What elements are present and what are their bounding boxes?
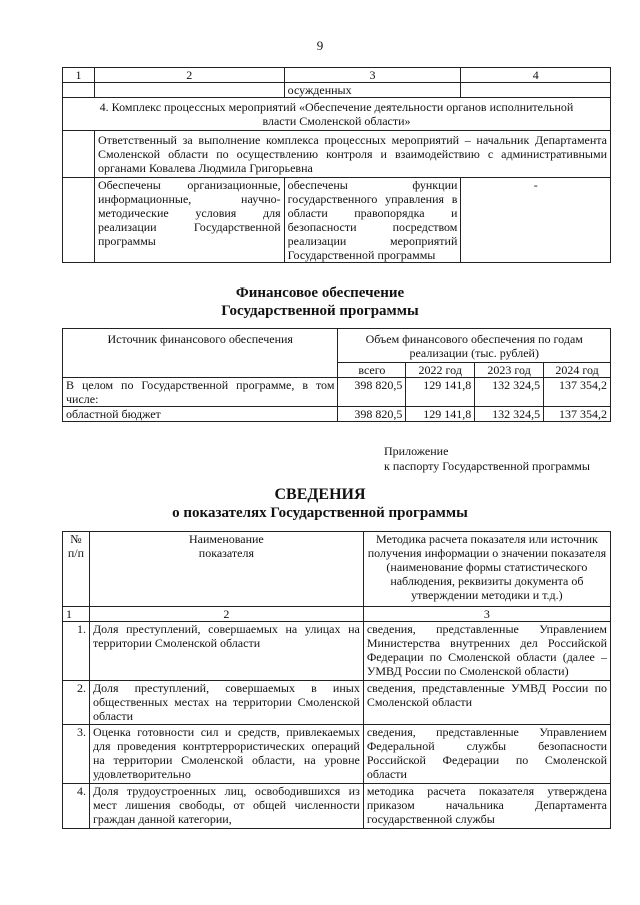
value-total: 398 820,5 xyxy=(338,378,406,407)
value-total: 398 820,5 xyxy=(338,407,406,422)
finance-subtitle: Государственной программы xyxy=(221,303,419,319)
row-number: 2. xyxy=(63,681,90,725)
table-row xyxy=(63,178,611,263)
page-number: 9 xyxy=(316,38,324,53)
method-header: Методика расчета показателя или источник получения информации о значении показателя (наименование формы статистического наблюдения, реквизиты документа об утверждении методики и т.д.) xyxy=(363,532,610,607)
indicators-table xyxy=(62,531,611,829)
value-2022: 129 141,8 xyxy=(406,407,475,422)
link-cell: - xyxy=(461,178,611,263)
col-number-4: 4 xyxy=(461,68,611,83)
indicator-name: Доля преступлений, совершаемых на улицах на территории Смоленской области xyxy=(89,622,363,681)
indicator-method: методика расчета показателя утверждена приказом начальника Департамента государственной службы xyxy=(363,784,610,829)
svedenia-subtitle: о показателях Государственной программы xyxy=(172,505,468,521)
indicator-name: Доля трудоустроенных лиц, освободившихся из мест лишения свободы, от общей численности граждан данной категории, xyxy=(89,784,363,829)
table-row xyxy=(63,83,611,98)
svedenia-title: СВЕДЕНИЯ xyxy=(274,486,366,503)
table-header-row xyxy=(63,68,611,83)
row-number: 1. xyxy=(63,622,90,681)
row-number: 4. xyxy=(63,784,90,829)
col-number-2: 2 xyxy=(89,607,363,622)
appendix-line1: Приложение xyxy=(384,444,449,458)
indicator-method: сведения, представленные Управлением Министерства внутренних дел Российской Федерации по Смоленской области (далее – УМВД России по Смоленской области) xyxy=(363,622,610,681)
value-2024: 137 354,2 xyxy=(544,407,611,422)
col-number-3: 3 xyxy=(363,607,610,622)
num-header: № п/п xyxy=(63,532,90,607)
year-total: всего xyxy=(338,363,406,378)
row-number: 3. xyxy=(63,725,90,784)
table-row xyxy=(63,622,611,681)
section-title: 4. Комплекс процессных мероприятий «Обеспечение деятельности органов исполнительной власти Смоленской области» xyxy=(63,98,611,131)
value-2023: 132 324,5 xyxy=(475,378,544,407)
year-2024: 2024 год xyxy=(544,363,611,378)
value-2022: 129 141,8 xyxy=(406,378,475,407)
table-row xyxy=(63,407,611,422)
table-row xyxy=(63,681,611,725)
volume-header: Объем финансового обеспечения по годам реализации (тыс. рублей) xyxy=(338,329,611,363)
appendix-line2: к паспорту Государственной программы xyxy=(384,459,590,473)
value-2023: 132 324,5 xyxy=(475,407,544,422)
measures-table xyxy=(62,67,611,263)
table-row xyxy=(63,784,611,829)
row-label: В целом по Государственной программе, в том числе: xyxy=(63,378,338,407)
row-label: областной бюджет xyxy=(63,407,338,422)
indicator-method: сведения, представленные Управлением Федеральной службы безопасности Российской Федерации по Смоленской области xyxy=(363,725,610,784)
col-number-1: 1 xyxy=(63,68,95,83)
table-row xyxy=(63,725,611,784)
indicator-name: Оценка готовности сил и средств, привлекаемых для проведения контртеррористических операций на территории Смоленской области, на уровне удовлетворительно xyxy=(89,725,363,784)
col-number-2: 2 xyxy=(94,68,284,83)
col-number-3: 3 xyxy=(284,68,461,83)
indicator-method: сведения, представленные УМВД России по Смоленской области xyxy=(363,681,610,725)
appendix-note xyxy=(384,444,590,474)
continued-text: осужденных xyxy=(284,83,461,98)
name-header: Наименование показателя xyxy=(89,532,363,607)
task-cell: Обеспечены организационные, информационные, научно-методические условия для реализации Государственной программы xyxy=(94,178,284,263)
value-2024: 137 354,2 xyxy=(544,378,611,407)
col-number-1: 1 xyxy=(63,607,90,622)
table-row xyxy=(63,378,611,407)
responsible-person: Ответственный за выполнение комплекса процессных мероприятий – начальник Департамента Смоленской области по осуществлению контроля и взаимодействию с административными органами Ковалева Людмила Григорьевна xyxy=(94,131,610,178)
table-header-row xyxy=(63,532,611,607)
effect-cell: обеспечены функции государственного управления в области правопорядка и безопасности посредством реализации мероприятий Государственной программы xyxy=(284,178,461,263)
source-header: Источник финансового обеспечения xyxy=(63,329,338,378)
responsible-row xyxy=(63,131,611,178)
finance-title: Финансовое обеспечение xyxy=(235,285,405,301)
year-2023: 2023 год xyxy=(475,363,544,378)
finance-table xyxy=(62,328,611,422)
indicator-name: Доля преступлений, совершаемых в иных общественных местах на территории Смоленской области xyxy=(89,681,363,725)
section-row xyxy=(63,98,611,131)
year-2022: 2022 год xyxy=(406,363,475,378)
column-numbers-row xyxy=(63,607,611,622)
